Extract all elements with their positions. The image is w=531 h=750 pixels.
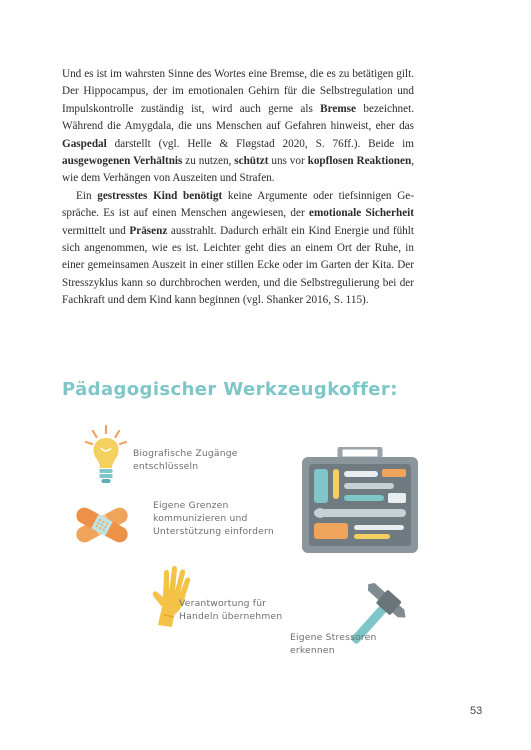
text-run: ausstrahlt. Dadurch erhält ein Kind Energie und fühlt sich angenommen, wie es ist. Leichter geht dies an einem Ort der Ruhe, in einer gemeinsamen Auszeit in einer stillen Ecke oder im Garten der Kita. Der Stresszyklus kann so durchbrochen werden, und die Selbstregulierung bei der Fachkraft und dem Kind kann beginnen (vgl. Shanker 2016, S. 115).: [62, 224, 414, 307]
text-run: keine Argumente oder tiefsinnigen Gespräche. Es ist auf einen Menschen angewiesen, der: [62, 189, 414, 220]
text-run: bezeichnet. Während die Amygdala, die uns Menschen auf Gefahren hinweist, eher das: [62, 102, 415, 133]
plaster-icon: [70, 502, 134, 548]
paragraph-2: [62, 188, 414, 310]
toolbox-icon: [300, 447, 420, 555]
bold-text: schützt: [234, 155, 269, 168]
bold-text: Bremse: [320, 102, 357, 115]
body-text: [62, 66, 414, 310]
text-run: Ein: [76, 189, 98, 202]
bold-text: ausgewogenen Verhältnis: [62, 155, 183, 168]
text-run: , wie dem Verhängen von Auszeiten und Strafen.: [62, 155, 414, 185]
text-run: uns vor: [268, 155, 308, 168]
lightbulb-icon: [84, 424, 128, 488]
text-run: Und es ist im wahrsten Sinne des Wortes eine Bremse, die es zu betätigen gilt. Der Hippocampus, der im emotionalen Gehirn für die Selbstregulation und Impulskontrolle zuständig ist, wird auch gerne als: [62, 68, 414, 115]
text-run: vermittelt und: [62, 224, 130, 237]
paragraph-1: [62, 66, 414, 188]
tool-label-biography: Biografische Zugänge entschlüsseln: [133, 448, 238, 472]
bold-text: kopflosen Reaktionen: [307, 155, 412, 168]
bold-text: gestresstes Kind benötigt: [97, 189, 223, 202]
bold-text: Gaspedal: [62, 137, 107, 150]
bold-text: emotionale Sicherheit: [309, 207, 414, 220]
tool-label-responsibility: Verantwortung für Handeln übernehmen: [179, 598, 283, 622]
page-number: 53: [470, 705, 483, 717]
tool-label-stressors: Eigene Stressoren erkennen: [290, 632, 377, 656]
text-run: zu nutzen,: [182, 155, 235, 168]
bold-text: Präsenz: [129, 224, 168, 237]
text-run: darstellt (vgl. Helle & Fløgstad 2020, S. 76ff.). Beide im: [106, 137, 414, 150]
section-heading: Pädagogischer Werkzeugkoffer:: [62, 379, 398, 400]
tool-label-boundaries: Eigene Grenzen kommunizieren und Unterstützung einfordern: [153, 500, 274, 537]
